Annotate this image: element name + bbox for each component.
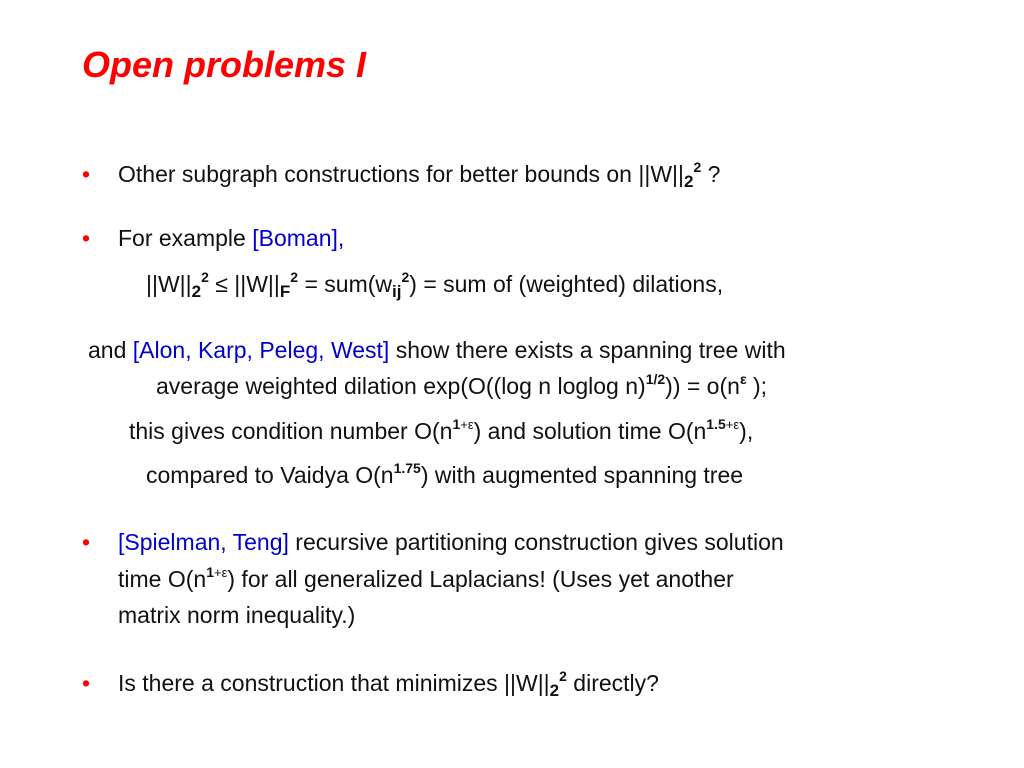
norm-equation	[146, 269, 724, 301]
para-l2sup: 1/2	[645, 371, 666, 387]
bullet-marker: •	[82, 670, 91, 696]
para-l4a: compared to Vaidya O(n	[146, 462, 394, 488]
para-line-4	[146, 461, 743, 489]
eq-eq: = sum(w	[298, 271, 393, 297]
b1-sup: 2	[693, 159, 702, 175]
para-l3sup2b: +ε	[725, 417, 740, 432]
bullet-1-text	[118, 159, 721, 191]
para-and: and	[88, 337, 133, 363]
b1-end: ?	[701, 161, 721, 187]
b2-main: For example	[118, 225, 253, 251]
bullet-marker: •	[82, 225, 91, 251]
bullet-marker: •	[82, 161, 91, 187]
bullet-4-text	[118, 668, 659, 700]
b4-sub: 2	[549, 681, 560, 700]
b1-sub: 2	[683, 172, 694, 191]
b4-main: Is there a construction that minimizes ||W||	[118, 670, 550, 696]
slide-title: Open problems I	[82, 44, 367, 85]
b4-end: directly?	[566, 670, 659, 696]
eq-p3: 2	[401, 269, 410, 285]
bullet-3-line-2	[118, 565, 734, 593]
para-line-1	[88, 336, 786, 364]
eq-s3: ij	[392, 282, 402, 301]
eq-s1: 2	[191, 282, 202, 301]
b4-sup: 2	[559, 668, 567, 684]
b1-main: Other subgraph constructions for better bounds on ||W||	[118, 161, 684, 187]
eq-p2: 2	[290, 269, 299, 285]
para-l2a: average weighted dilation exp(O((log n loglog n)	[156, 373, 646, 399]
para-l3sup1: 1	[452, 416, 461, 432]
para-l2eps: ε	[739, 371, 747, 387]
para-reference: [Alon, Karp, Peleg, West]	[132, 337, 390, 363]
b3-l2sup: 1	[206, 564, 214, 580]
para-l4sup: 1.75	[393, 460, 421, 476]
para-rest: show there exists a spanning tree with	[389, 337, 786, 363]
para-l3sup1b: +ε	[460, 417, 474, 432]
bullet-2-text	[118, 224, 344, 252]
para-l3sup2: 1.5	[706, 416, 726, 432]
para-line-2	[156, 372, 767, 400]
para-l2b: )) = o(n	[665, 373, 740, 399]
b3-l2b: ) for all generalized Laplacians! (Uses yet another	[227, 566, 734, 592]
para-l3c: ),	[739, 418, 754, 444]
eq-le: ≤ ||W||	[208, 271, 280, 297]
eq-p1: 2	[201, 269, 209, 285]
para-l4b: ) with augmented spanning tree	[420, 462, 744, 488]
eq-rest: ) = sum of (weighted) dilations,	[409, 271, 724, 297]
bullet-3-line-1	[118, 528, 784, 556]
para-l2c: );	[746, 373, 768, 399]
b3-l1: recursive partitioning construction gives solution	[288, 529, 784, 555]
b3-l2a: time O(n	[118, 566, 207, 592]
b2-reference: [Boman],	[252, 225, 345, 251]
para-l3a: this gives condition number O(n	[129, 418, 453, 444]
b3-l2supb: +ε	[213, 565, 228, 580]
eq-s2: F	[279, 282, 291, 301]
eq-w1: ||W||	[146, 271, 192, 297]
para-l3b: ) and solution time O(n	[473, 418, 707, 444]
para-line-3	[129, 417, 753, 445]
b3-reference: [Spielman, Teng]	[118, 529, 289, 555]
bullet-3-line-3: matrix norm inequality.)	[118, 602, 356, 628]
bullet-marker: •	[82, 529, 91, 555]
